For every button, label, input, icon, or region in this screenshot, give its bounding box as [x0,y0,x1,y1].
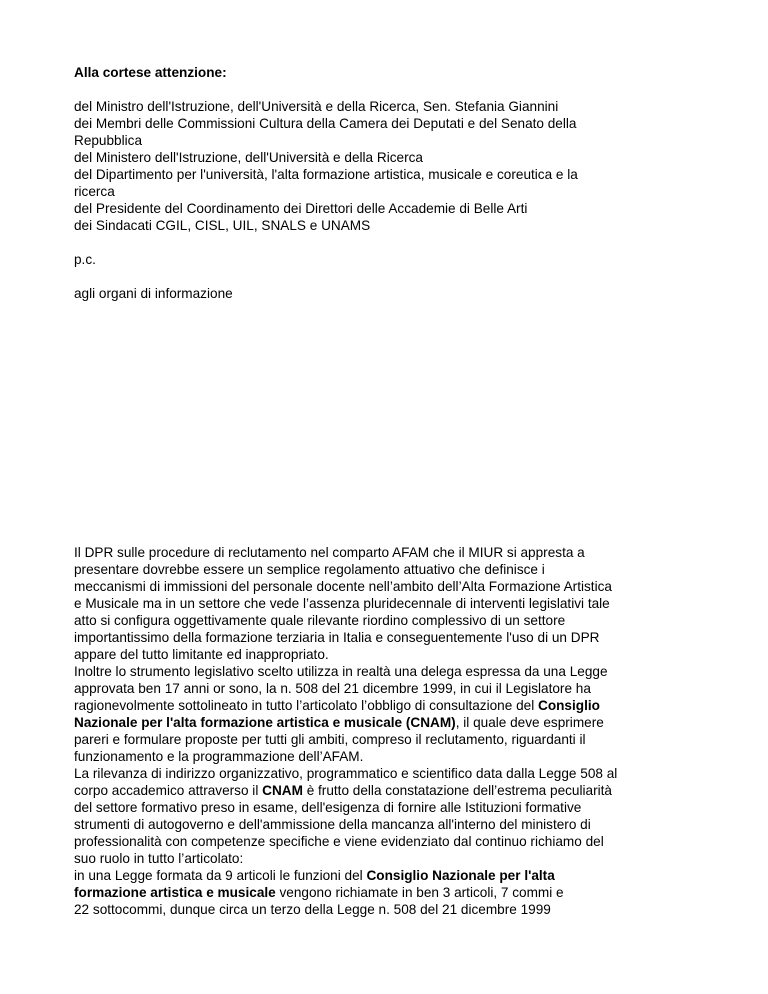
body-text-run: è frutto della constatazione dell’estrema peculiarità [302,783,612,798]
body-line [74,884,714,901]
body-text-run: , il quale deve esprimere [455,715,604,730]
body-line: importantissimo della formazione terziaria in Italia e conseguentemente l'uso di un DPR [74,630,600,645]
recipient-line: del Dipartimento per l'università, l'alta formazione artistica, musicale e coreutica e la [74,167,578,182]
recipient-line: dei Sindacati CGIL, CISL, UIL, SNALS e UNAMS [74,218,371,233]
recipient-line: del Ministero dell'Istruzione, dell'Università e della Ricerca [74,150,423,165]
address-section [74,64,714,302]
body-line: Il DPR sulle procedure di reclutamento nel comparto AFAM che il MIUR si appresta a [74,545,585,560]
body-text-run: in una Legge formata da 9 articoli le funzioni del [74,868,367,883]
body-line: atto si configura oggettivamente quale rilevante riordino complessivo di un settore [74,613,566,628]
body-line: strumenti di autogoverno e dell'ammissione della mancanza all'interno del ministero di [74,817,591,832]
recipient-line: ricerca [74,184,115,199]
body-line: presentare dovrebbe essere un semplice regolamento attuativo che definisce i [74,562,545,577]
body-text-run: ragionevolmente sottolineato in tutto l’articolato l’obbligo di consultazione del [74,698,538,713]
bold-term: Nazionale per l'alta formazione artistica e musicale (CNAM) [74,715,456,730]
body-text-run: vengono richiamate in ben 3 articoli, 7 commi e [275,885,564,900]
bold-term: Consiglio [538,698,600,713]
body-line [74,782,714,799]
body-line [74,714,714,731]
bold-term: Consiglio Nazionale per l'alta [366,868,555,883]
recipient-line: Repubblica [74,133,143,148]
bold-term: CNAM [262,783,303,798]
body-line: e Musicale ma in un settore che vede l’assenza pluridecennale di interventi legislativi tale [74,596,610,611]
body-line: appare del tutto limitante ed inappropriato. [74,647,329,662]
body-line: pareri e formulare proposte per tutti gli ambiti, compreso il reclutamento, riguardanti il [74,732,586,747]
body-line: 22 sottocommi, dunque circa un terzo della Legge n. 508 del 21 dicembre 1999 [74,902,551,917]
recipient-line: del Ministro dell'Istruzione, dell'Università e della Ricerca, Sen. Stefania Giannini [74,99,559,114]
body-line: La rilevanza di indirizzo organizzativo, programmatico e scientifico data dalla Legge 508 al [74,766,618,781]
body-line: approvata ben 17 anni or sono, la n. 508 del 21 dicembre 1999, in cui il Legislatore ha [74,681,591,696]
body-text [74,544,714,918]
salutation-heading: Alla cortese attenzione: [74,65,227,80]
recipient-list [74,98,714,234]
bold-term: formazione artistica e musicale [74,885,276,900]
body-line: suo ruolo in tutto l’articolato: [74,851,244,866]
recipient-line: del Presidente del Coordinamento dei Direttori delle Accademie di Belle Arti [74,201,528,216]
body-line: del settore formativo preso in esame, dell'esigenza di fornire alle Istituzioni formative [74,800,582,815]
body-line [74,697,714,714]
body-line [74,867,714,884]
pc-label: p.c. [74,252,96,267]
body-line: Inoltre lo strumento legislativo scelto utilizza in realtà una delega espressa da una Legge [74,664,608,679]
recipient-line: dei Membri delle Commissioni Cultura della Camera dei Deputati e del Senato della [74,116,577,131]
body-line: funzionamento e la programmazione dell’AFAM. [74,749,364,764]
body-line: professionalità con competenze specifiche e viene evidenziato dal continuo richiamo del [74,834,604,849]
body-text-run: corpo accademico attraverso il [74,783,263,798]
body-line: meccanismi di immissioni del personale docente nell’ambito dell’Alta Formazione Artistica [74,579,612,594]
media-recipient: agli organi di informazione [74,286,233,301]
